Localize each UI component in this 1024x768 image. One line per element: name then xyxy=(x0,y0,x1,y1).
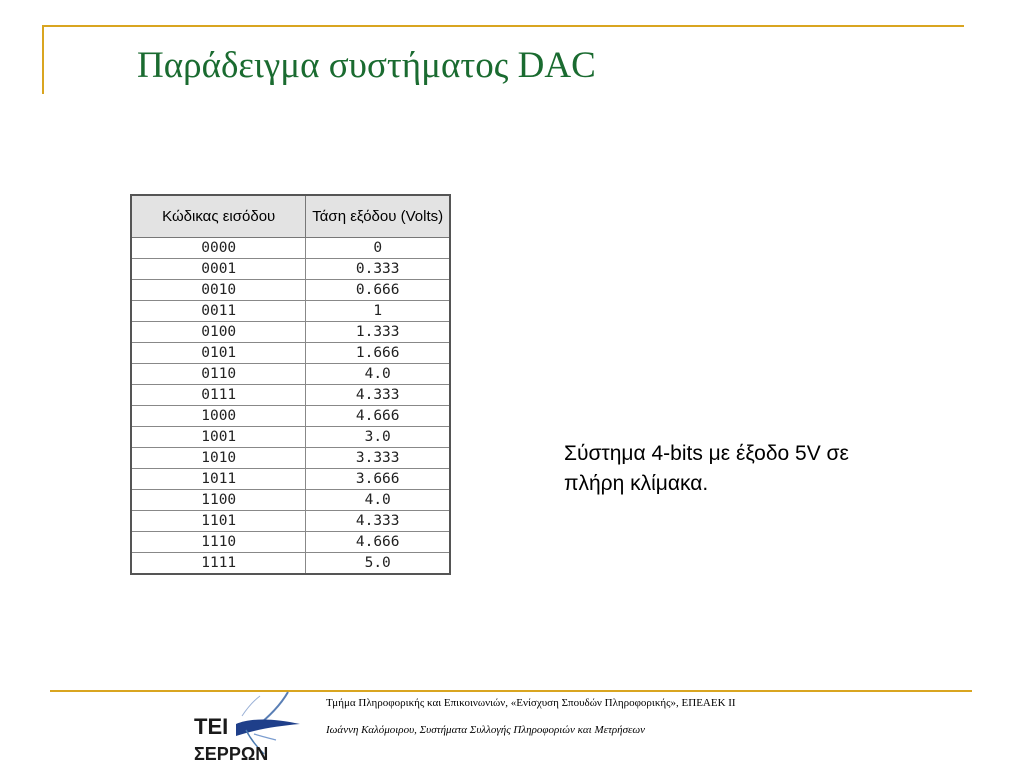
output-voltage-cell: 3.666 xyxy=(306,469,450,490)
slide-title: Παράδειγμα συστήματος DAC xyxy=(137,45,596,86)
input-code-cell: 0101 xyxy=(131,343,306,364)
output-voltage-cell: 4.666 xyxy=(306,532,450,553)
input-code-cell: 1111 xyxy=(131,553,306,575)
output-voltage-cell: 1.333 xyxy=(306,322,450,343)
dac-table xyxy=(130,194,451,575)
table-header-row xyxy=(131,195,450,238)
input-code-cell: 0010 xyxy=(131,280,306,301)
output-voltage-cell: 4.0 xyxy=(306,490,450,511)
table-row xyxy=(131,385,450,406)
table-row xyxy=(131,553,450,575)
output-voltage-cell: 4.333 xyxy=(306,385,450,406)
title-accent-horizontal xyxy=(42,25,964,27)
input-code-cell: 0011 xyxy=(131,301,306,322)
input-code-cell: 1000 xyxy=(131,406,306,427)
table-row xyxy=(131,322,450,343)
table-row xyxy=(131,532,450,553)
output-voltage-cell: 4.333 xyxy=(306,511,450,532)
table-row xyxy=(131,343,450,364)
table-row xyxy=(131,259,450,280)
input-code-cell: 1100 xyxy=(131,490,306,511)
output-voltage-cell: 0 xyxy=(306,238,450,259)
table-row xyxy=(131,469,450,490)
table-row xyxy=(131,511,450,532)
input-code-cell: 1101 xyxy=(131,511,306,532)
output-voltage-cell: 5.0 xyxy=(306,553,450,575)
output-voltage-cell: 3.333 xyxy=(306,448,450,469)
table-body xyxy=(131,238,450,575)
footer-department: Τμήμα Πληροφορικής και Επικοινωνιών, «Ενίσχυση Σπουδών Πληροφορικής», ΕΠΕΑΕΚ ΙΙ xyxy=(326,697,736,709)
table-row xyxy=(131,364,450,385)
logo-text-tei: ΤΕΙ xyxy=(194,714,229,739)
table-row xyxy=(131,406,450,427)
output-voltage-cell: 3.0 xyxy=(306,427,450,448)
input-code-cell: 0110 xyxy=(131,364,306,385)
input-code-cell: 0001 xyxy=(131,259,306,280)
header-output-voltage: Τάση εξόδου (Volts) xyxy=(306,195,450,238)
input-code-cell: 1110 xyxy=(131,532,306,553)
input-code-cell: 0000 xyxy=(131,238,306,259)
header-input-code: Κώδικας εισόδου xyxy=(131,195,306,238)
output-voltage-cell: 1 xyxy=(306,301,450,322)
output-voltage-cell: 1.666 xyxy=(306,343,450,364)
input-code-cell: 0100 xyxy=(131,322,306,343)
tei-serron-logo xyxy=(190,688,310,766)
table-row xyxy=(131,448,450,469)
logo-text-serron: ΣΕΡΡΩΝ xyxy=(194,744,269,764)
table-row xyxy=(131,238,450,259)
slide-description: Σύστημα 4-bits με έξοδο 5V σε πλήρη κλίμακα. xyxy=(564,442,849,495)
table-row xyxy=(131,301,450,322)
table-row xyxy=(131,280,450,301)
output-voltage-cell: 4.0 xyxy=(306,364,450,385)
footer-divider xyxy=(50,690,972,692)
input-code-cell: 0111 xyxy=(131,385,306,406)
input-code-cell: 1001 xyxy=(131,427,306,448)
output-voltage-cell: 4.666 xyxy=(306,406,450,427)
output-voltage-cell: 0.666 xyxy=(306,280,450,301)
input-code-cell: 1011 xyxy=(131,469,306,490)
title-accent-vertical xyxy=(42,27,44,94)
output-voltage-cell: 0.333 xyxy=(306,259,450,280)
table-row xyxy=(131,490,450,511)
table-row xyxy=(131,427,450,448)
input-code-cell: 1010 xyxy=(131,448,306,469)
footer-author-course: Ιωάννη Καλόμοιρου, Συστήματα Συλλογής Πληροφοριών και Μετρήσεων xyxy=(326,724,646,736)
